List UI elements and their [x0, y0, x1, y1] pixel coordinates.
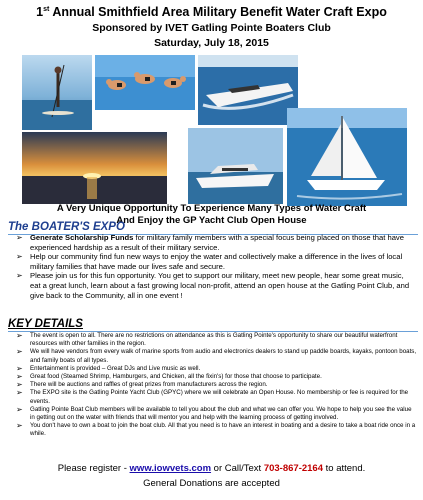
list-item: ➢ The EXPO site is the Gatling Pointe Yacht Club (GPYC) where we will celebrate an Open House. No membership or fee is required for the events.	[16, 389, 418, 405]
register-line: Please register - www.iowvets.com or Call/Text 703-867-2164 to attend.	[57, 463, 366, 474]
expo-list	[16, 233, 416, 300]
photo-speedboat	[198, 55, 298, 125]
expo-heading: The BOATER'S EXPO	[8, 221, 125, 233]
register-link[interactable]: www.iowvets.com	[129, 463, 212, 474]
list-item: ➢ Help our community find fun new ways to enjoy the water and collectively make a difference in the lives of local military families that have made our lives safe and secure.	[16, 252, 416, 271]
photo-sunset	[22, 132, 167, 204]
photo-paddleboard	[22, 55, 92, 130]
phone-number: 703-867-2164	[263, 463, 323, 474]
list-item: ➢ Entertainment is provided – Great DJs and Live music as well.	[16, 365, 418, 373]
event-title: 1st Annual Smithfield Area Military Benefit Water Craft Expo	[36, 5, 387, 19]
sponsor-line: Sponsored by IVET Gatling Pointe Boaters Club	[92, 22, 331, 34]
photo-sailboat	[287, 108, 407, 206]
list-item: ➢ Generate Scholarship Funds for military family members with a special focus being placed on those that have experienced hardship as a result of their military service.	[16, 233, 416, 252]
details-heading: KEY DETAILS	[8, 318, 83, 330]
donations-line: General Donations are accepted	[143, 478, 280, 489]
list-item: ➢ Please join us for this fun opportunity. You get to support our military, meet new people, hear some great music, eat a great lunch, learn about a fast growing local non-profit, attend an open house at the Gatling Point Club, and give back to the Community, all in one event !	[16, 271, 416, 300]
tagline-1: A Very Unique Opportunity To Experience Many Types of Water Craft	[56, 203, 367, 214]
list-item: ➢ Great food (Steamed Shrimp, Hamburgers, and Chicken, all the fixin's) for those that choose to participate.	[16, 373, 418, 381]
list-item: ➢ The event is open to all. There are no restrictions on attendance as this is Gatling Pointe's opportunity to share our beautiful waterfront resources with other families in the region.	[16, 332, 418, 348]
tagline-2: And Enjoy the GP Yacht Club Open House	[116, 215, 307, 226]
photo-yacht	[188, 128, 283, 204]
photo-jumping	[95, 55, 195, 110]
list-item: ➢ You don't have to own a boat to join the boat club. All that you need is to have an interest in boating and a desire to take a boat ride once in a while.	[16, 422, 418, 438]
list-item: ➢ There will be auctions and raffles of great prizes from manufacturers across the region.	[16, 381, 418, 389]
details-list	[16, 332, 418, 439]
list-item: ➢ Gatling Pointe Boat Club members will be available to tell you about the club and what we can offer you. We hope to help you see the value in getting out on the water with friends that will mentor you and help with the learning process of getting involved.	[16, 406, 418, 422]
event-date: Saturday, July 18, 2015	[154, 37, 269, 49]
list-item: ➢ We will have vendors from every walk of marine sports from audio and electronics dealers to stand up paddle boards, kayaks, pontoon boats, and family boats of all types.	[16, 348, 418, 364]
